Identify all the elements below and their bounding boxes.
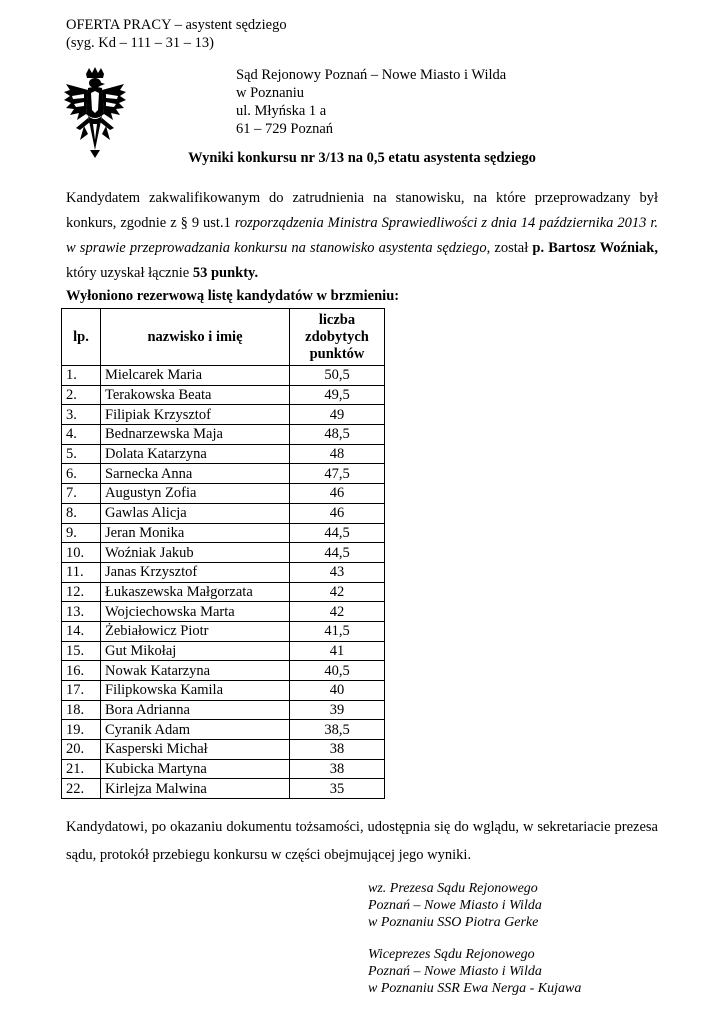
row-number: 16.: [62, 661, 101, 681]
candidate-name: Gawlas Alicja: [101, 503, 290, 523]
table-row: [62, 425, 385, 445]
candidate-name: Jeran Monika: [101, 523, 290, 543]
table-row: [62, 582, 385, 602]
row-number: 2.: [62, 385, 101, 405]
candidate-name: Bora Adrianna: [101, 700, 290, 720]
signature-president-line3: w Poznaniu SSO Piotra Gerke: [368, 915, 539, 930]
table-row: [62, 523, 385, 543]
row-number: 14.: [62, 621, 101, 641]
case-signature: (syg. Kd – 111 – 31 – 13): [66, 35, 214, 51]
candidate-name: Dolata Katarzyna: [101, 444, 290, 464]
reserve-list-heading: Wyłoniono rezerwową listę kandydatów w brzmieniu:: [66, 288, 400, 304]
candidate-points: 42: [290, 602, 385, 622]
regulation-reference: rozporządzenia Ministra Sprawiedliwości z dnia 14 października 2013 r. w sprawie przeprowadzania konkursu na stanowisko asystenta sędziego,: [66, 215, 658, 256]
candidate-name: Cyranik Adam: [101, 720, 290, 740]
candidate-points: 38: [290, 740, 385, 760]
signature-vice-line3: w Poznaniu SSR Ewa Nerga - Kujawa: [368, 981, 582, 996]
table-row: [62, 681, 385, 701]
candidate-points: 44,5: [290, 543, 385, 563]
court-postal: 61 – 729 Poznań: [236, 121, 334, 137]
candidate-name: Sarnecka Anna: [101, 464, 290, 484]
candidate-points: 46: [290, 484, 385, 504]
candidate-points: 48: [290, 444, 385, 464]
candidate-points: 47,5: [290, 464, 385, 484]
table-row: [62, 779, 385, 799]
candidate-name: Woźniak Jakub: [101, 543, 290, 563]
table-row: [62, 366, 385, 386]
table-row: [62, 503, 385, 523]
candidate-name: Janas Krzysztof: [101, 562, 290, 582]
candidate-name: Wojciechowska Marta: [101, 602, 290, 622]
table-row: [62, 621, 385, 641]
candidate-points: 40,5: [290, 661, 385, 681]
row-number: 8.: [62, 503, 101, 523]
table-row: [62, 661, 385, 681]
row-number: 17.: [62, 681, 101, 701]
row-number: 13.: [62, 602, 101, 622]
offer-header: [66, 16, 287, 52]
candidate-points: 41: [290, 641, 385, 661]
row-number: 21.: [62, 759, 101, 779]
signature-vice-president: [368, 946, 581, 997]
row-number: 5.: [62, 444, 101, 464]
table-row: [62, 484, 385, 504]
column-header-lp: lp.: [62, 309, 101, 366]
winner-name: p. Bartosz Woźniak,: [532, 240, 658, 256]
signature-president-line2: Poznań – Nowe Miasto i Wilda: [368, 898, 542, 913]
candidate-name: Mielcarek Maria: [101, 366, 290, 386]
signature-president: [368, 880, 542, 931]
candidate-name: Kubicka Martyna: [101, 759, 290, 779]
candidate-points: 40: [290, 681, 385, 701]
row-number: 6.: [62, 464, 101, 484]
table-row: [62, 759, 385, 779]
row-number: 18.: [62, 700, 101, 720]
winner-points: 53 punkty.: [192, 265, 259, 281]
signature-vice-line1: Wiceprezes Sądu Rejonowego: [368, 947, 535, 962]
candidate-points: 42: [290, 582, 385, 602]
column-header-name: nazwisko i imię: [101, 309, 290, 366]
paragraph1-text-3: który uzyskał łącznie: [66, 265, 193, 281]
table-row: [62, 562, 385, 582]
court-street: ul. Młyńska 1 a: [236, 103, 327, 119]
signature-vice-line2: Poznań – Nowe Miasto i Wilda: [368, 964, 542, 979]
row-number: 22.: [62, 779, 101, 799]
table-row: [62, 444, 385, 464]
paragraph1-text-1: Kandydatem zakwalifikowanym do zatrudnienia na stanowisku, na które przeprowadzany był konkurs, zgodnie z § 9 ust.1: [66, 190, 658, 231]
table-row: [62, 543, 385, 563]
candidate-points: 49,5: [290, 385, 385, 405]
table-row: [62, 740, 385, 760]
candidate-points: 48,5: [290, 425, 385, 445]
candidate-name: Żebiałowicz Piotr: [101, 621, 290, 641]
signature-president-line1: wz. Prezesa Sądu Rejonowego: [368, 881, 538, 896]
candidate-points: 49: [290, 405, 385, 425]
winner-paragraph: [66, 186, 658, 286]
row-number: 19.: [62, 720, 101, 740]
court-city: w Poznaniu: [236, 85, 305, 101]
candidate-name: Nowak Katarzyna: [101, 661, 290, 681]
row-number: 11.: [62, 562, 101, 582]
table-row: [62, 641, 385, 661]
candidate-name: Filipkowska Kamila: [101, 681, 290, 701]
candidate-name: Augustyn Zofia: [101, 484, 290, 504]
row-number: 3.: [62, 405, 101, 425]
paragraph1-text-2: został: [490, 240, 533, 256]
row-number: 20.: [62, 740, 101, 760]
candidate-name: Kasperski Michał: [101, 740, 290, 760]
candidate-points: 38: [290, 759, 385, 779]
candidate-name: Terakowska Beata: [101, 385, 290, 405]
court-address: [236, 66, 506, 138]
row-number: 15.: [62, 641, 101, 661]
candidate-name: Łukaszewska Małgorzata: [101, 582, 290, 602]
offer-title: OFERTA PRACY – asystent sędziego: [66, 17, 287, 33]
candidate-points: 43: [290, 562, 385, 582]
results-title: Wyniki konkursu nr 3/13 na 0,5 etatu asystenta sędziego: [188, 150, 536, 166]
candidate-points: 41,5: [290, 621, 385, 641]
candidate-points: 39: [290, 700, 385, 720]
candidate-points: 35: [290, 779, 385, 799]
table-row: [62, 405, 385, 425]
row-number: 9.: [62, 523, 101, 543]
candidate-name: Filipiak Krzysztof: [101, 405, 290, 425]
column-header-points: liczba zdobytych punktów: [290, 309, 385, 366]
table-row: [62, 602, 385, 622]
row-number: 1.: [62, 366, 101, 386]
table-row: [62, 720, 385, 740]
candidate-points: 50,5: [290, 366, 385, 386]
row-number: 4.: [62, 425, 101, 445]
row-number: 12.: [62, 582, 101, 602]
candidate-name: Kirlejza Malwina: [101, 779, 290, 799]
row-number: 10.: [62, 543, 101, 563]
court-name: Sąd Rejonowy Poznań – Nowe Miasto i Wilda: [236, 67, 507, 83]
eagle-emblem-icon: [62, 66, 128, 160]
candidate-name: Gut Mikołaj: [101, 641, 290, 661]
candidate-points: 46: [290, 503, 385, 523]
table-row: [62, 464, 385, 484]
row-number: 7.: [62, 484, 101, 504]
candidate-name: Bednarzewska Maja: [101, 425, 290, 445]
reserve-candidates-table: [61, 308, 385, 799]
candidate-points: 38,5: [290, 720, 385, 740]
candidate-points: 44,5: [290, 523, 385, 543]
table-header-row: [62, 309, 385, 366]
table-row: [62, 385, 385, 405]
table-row: [62, 700, 385, 720]
protocol-paragraph: Kandydatowi, po okazaniu dokumentu tożsamości, udostępnia się do wglądu, w sekretariacie prezesa sądu, protokół przebiegu konkursu w części obejmującej jego wyniki.: [66, 819, 658, 863]
